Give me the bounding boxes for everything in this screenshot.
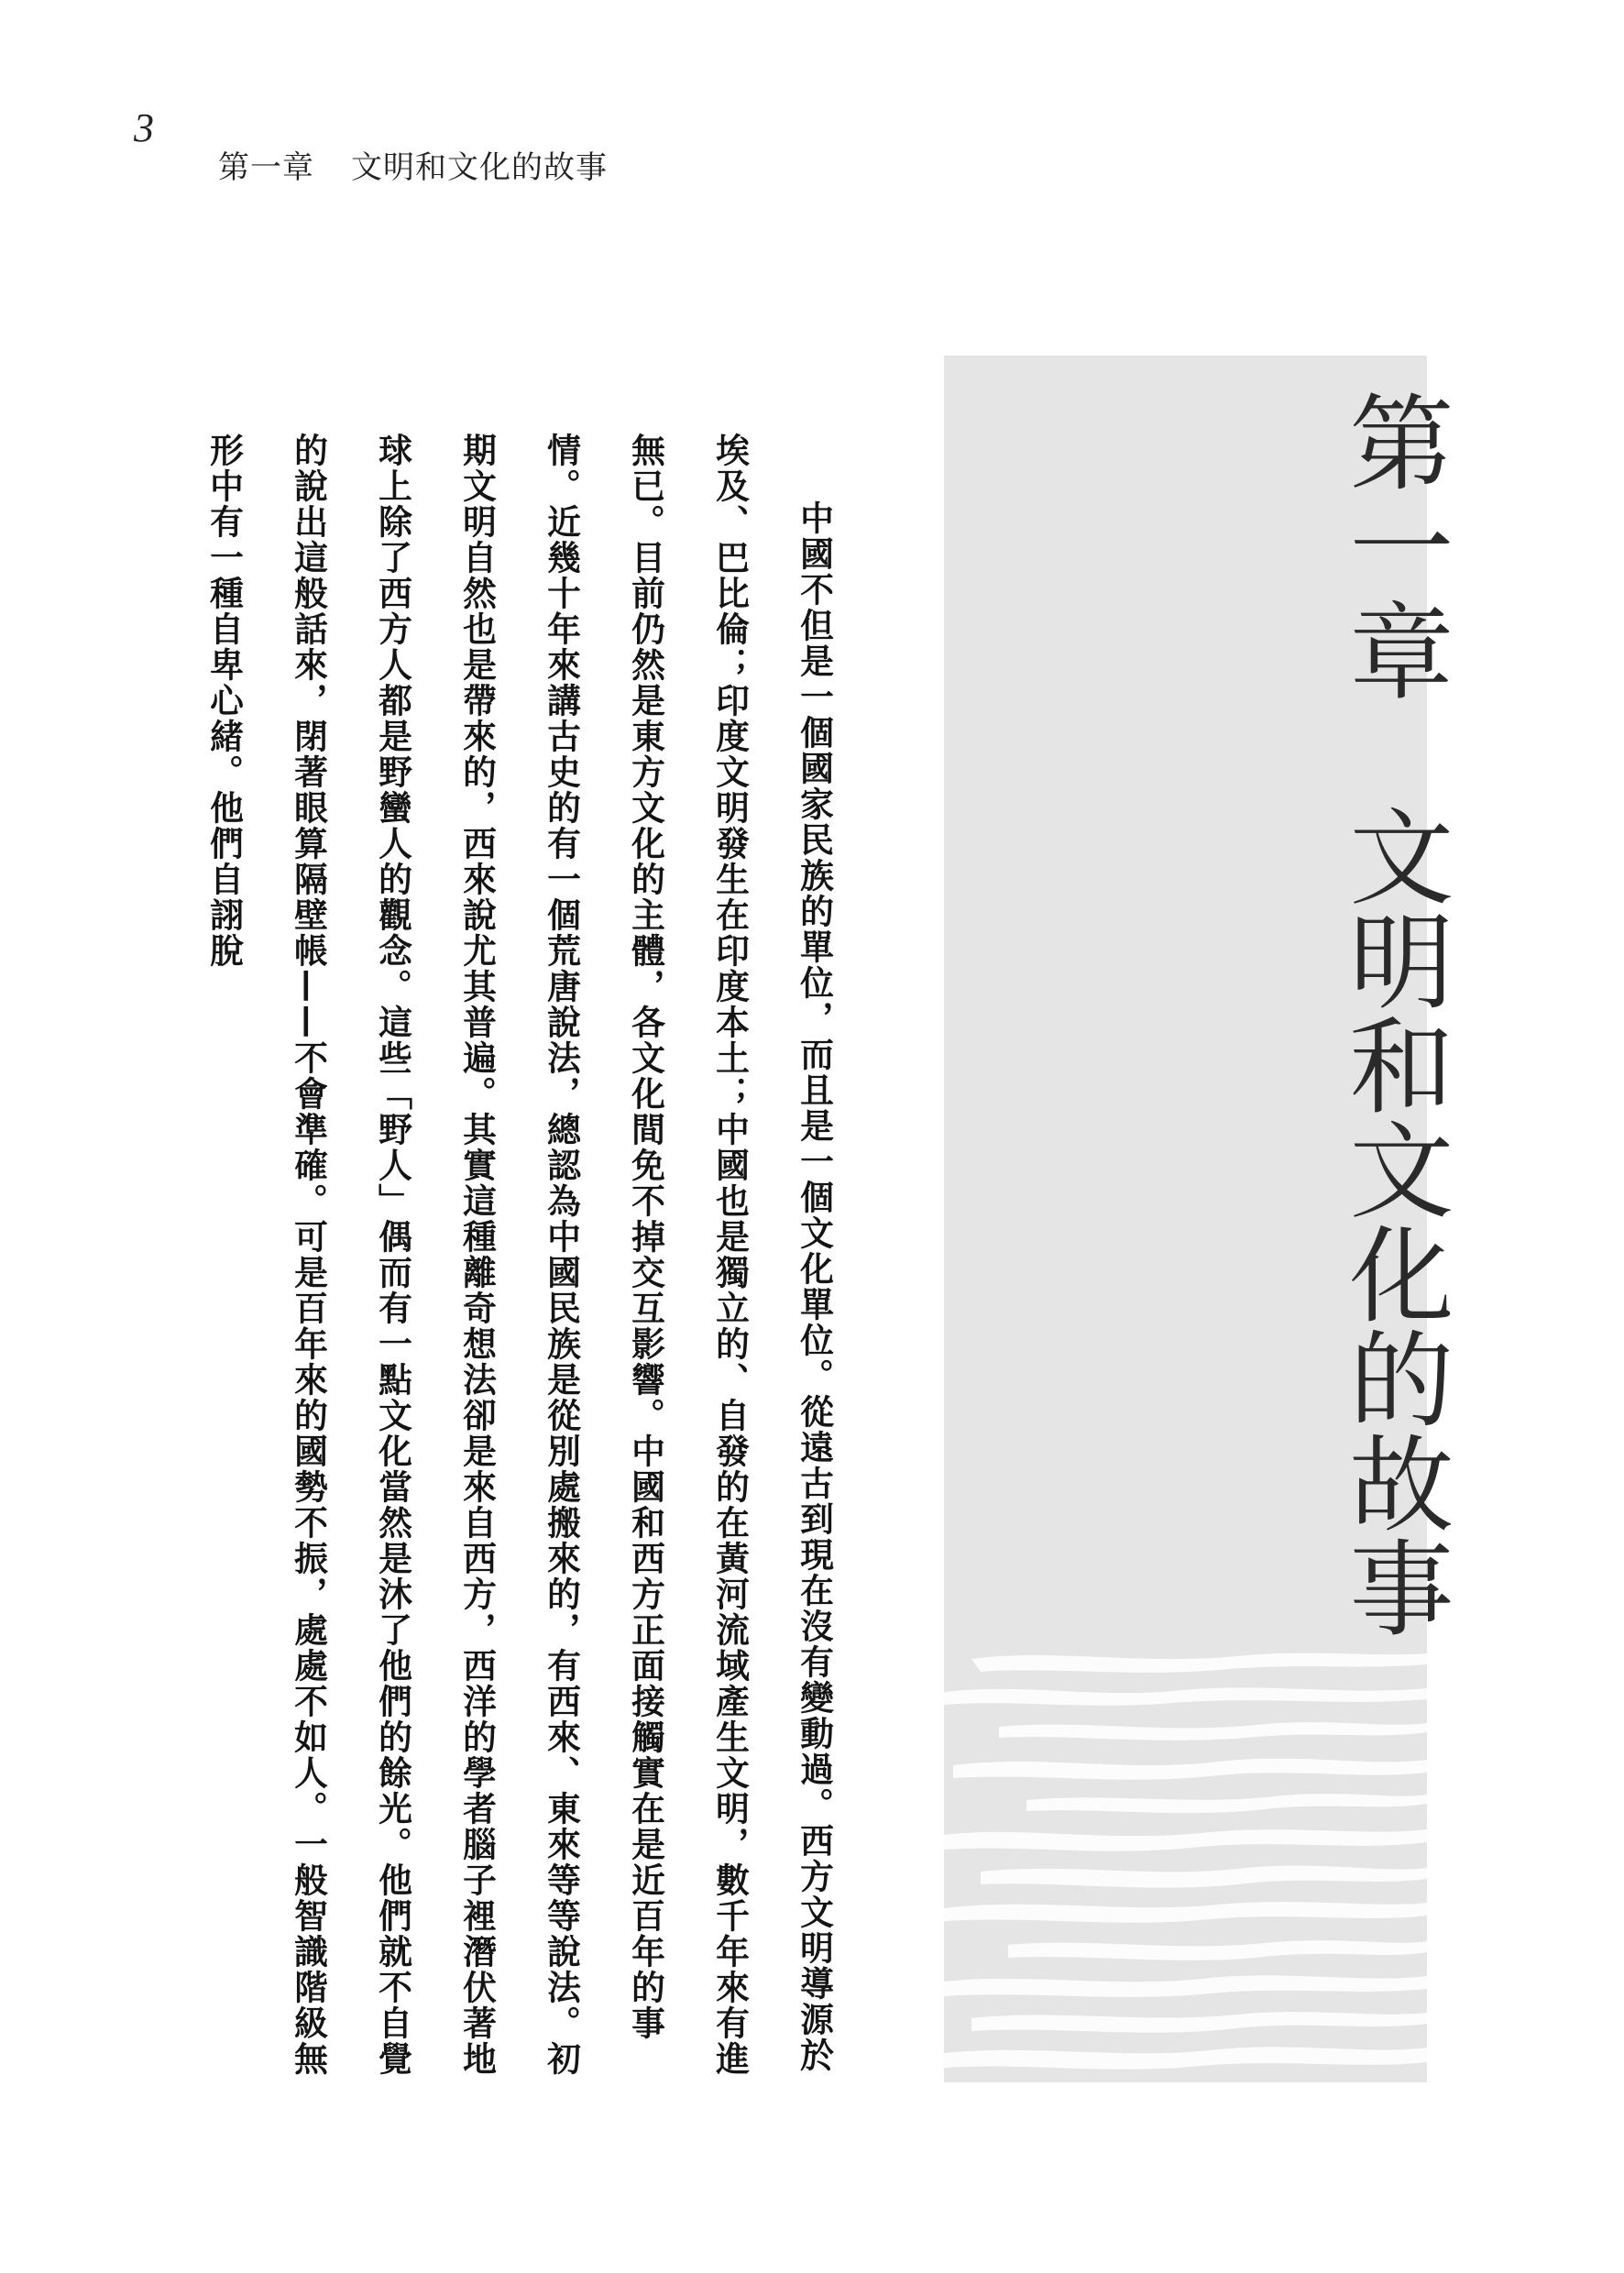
chapter-title-label: 第一章 [1332, 389, 1454, 702]
body-paragraph: 中國不但是一個國家民族的單位，而且是一個文化單位。從遠古到現在沒有變動過。西方文明導源於埃及、巴比倫；印度文明發生在印度本土；中國也是獨立的、自發的在黃河流域產生文明，數千年來有進無已。目前仍然是東方文化的主體，各文化間免不掉交互影響。中國和西方正面接觸實在是近百年的事情。近幾十年來講古史的有一個荒唐說法，總認為中國民族是從別處搬來的，有西來、東來等等說法。初期文明自然也是帶來的，西來說尤其普遍。其實這種離奇想法卻是來自西方，西洋的學者腦子裡潛伏著地球上除了西方人都是野蠻人的觀念。這些「野人」偶而有一點文化當然是沐了他們的餘光。他們就不自覺的說出這般話來，閉著眼算隔壁帳——不會準確。可是百年來的國勢不振，處處不如人。一般智識階級無形中有一種自卑心緒。他們自詡脫 [204, 433, 834, 2077]
page-number: 3 [134, 105, 154, 150]
brush-wave-decoration [944, 1639, 1427, 2082]
running-header-chapter-label: 第一章 [218, 149, 314, 186]
running-header-chapter-name: 文明和文化的故事 [351, 149, 608, 186]
body-text [181, 433, 856, 2095]
chapter-title [1332, 389, 1454, 1639]
running-header [218, 149, 608, 186]
chapter-title-name: 文明和文化的故事 [1332, 803, 1454, 1639]
